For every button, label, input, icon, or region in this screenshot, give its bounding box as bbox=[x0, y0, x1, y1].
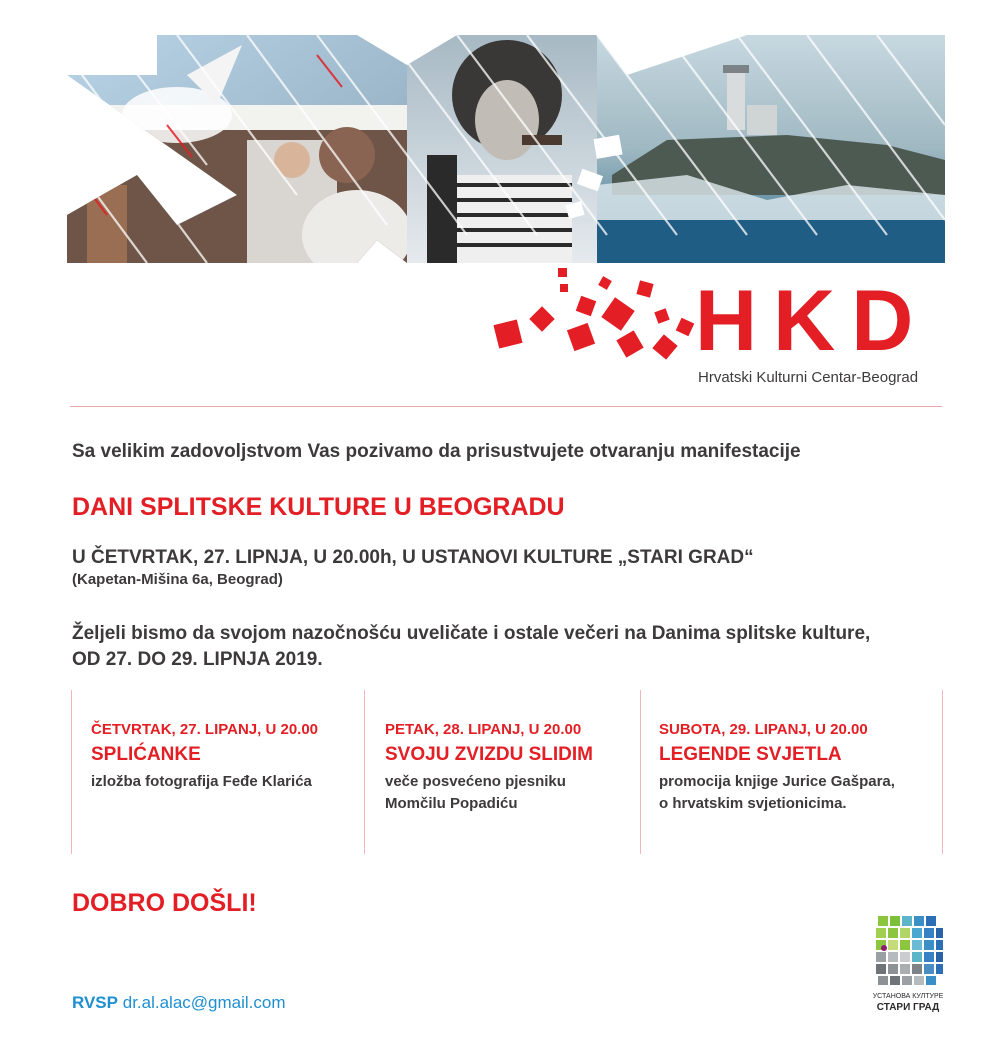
hkd-logo-subtitle: Hrvatski Kulturni Centar-Beograd bbox=[698, 369, 919, 386]
invitation-paragraph bbox=[72, 621, 952, 673]
event-column-2 bbox=[364, 690, 641, 854]
intro-text: Sa velikim zadovoljstvom Vas pozivamo da prisustvujete otvaranju manifestacije bbox=[72, 441, 801, 462]
event-date: SUBOTA, 29. LIPANJ, U 20.00 bbox=[659, 721, 868, 738]
event-name: SVOJU ZVIZDU SLIDIM bbox=[385, 744, 593, 765]
invitation-line-1: Željeli bismo da svojom nazočnošću uveličate i ostale večeri na Danima splitske kulture, bbox=[72, 623, 871, 644]
event-description bbox=[91, 771, 312, 793]
event-description-line: promocija knjige Jurice Gašpara, bbox=[659, 773, 895, 790]
event-description-line: izložba fotografija Feđe Klarića bbox=[91, 773, 312, 790]
market-photo bbox=[67, 35, 412, 263]
partner-logo-line2: СТАРИ ГРАД bbox=[876, 1002, 940, 1013]
photo-banner bbox=[67, 35, 945, 263]
event-column-1 bbox=[71, 690, 365, 854]
partner-logo-line1: УСТАНОВА КУЛТУРЕ bbox=[872, 993, 944, 1000]
rsvp-email-link[interactable]: dr.al.alac@gmail.com bbox=[122, 993, 286, 1012]
event-description-line: o hrvatskim svjetionicima. bbox=[659, 795, 847, 812]
rsvp-label: RVSP bbox=[72, 993, 118, 1012]
event-column-3 bbox=[640, 690, 943, 854]
hkd-logo-letters: HKD bbox=[695, 273, 930, 369]
venue-address: (Kapetan-Mišina 6a, Beograd) bbox=[72, 571, 283, 588]
welcome-text: DOBRO DOŠLI! bbox=[72, 889, 257, 917]
event-description-line: Momčilu Popadiću bbox=[385, 795, 518, 812]
event-date: PETAK, 28. LIPANJ, U 20.00 bbox=[385, 721, 582, 738]
event-description bbox=[659, 771, 895, 815]
event-description bbox=[385, 771, 566, 815]
event-name: LEGENDE SVJETLA bbox=[659, 744, 842, 765]
event-date: ČETVRTAK, 27. LIPANJ, U 20.00 bbox=[91, 721, 319, 738]
event-title: DANI SPLITSKE KULTURE U BEOGRADU bbox=[72, 493, 565, 521]
invitation-line-2: OD 27. DO 29. LIPNJA 2019. bbox=[72, 649, 323, 670]
event-description-line: veče posvećeno pjesniku bbox=[385, 773, 566, 790]
portrait-photo bbox=[407, 35, 597, 263]
rsvp-line bbox=[72, 993, 286, 1013]
stari-grad-logo-icon bbox=[872, 914, 944, 986]
event-name: SPLIĆANKE bbox=[91, 744, 201, 765]
opening-date-venue: U ČETVRTAK, 27. LIPNJA, U 20.00h, U USTANOVI KULTURE „STARI GRAD“ bbox=[72, 547, 754, 568]
divider bbox=[70, 406, 942, 407]
